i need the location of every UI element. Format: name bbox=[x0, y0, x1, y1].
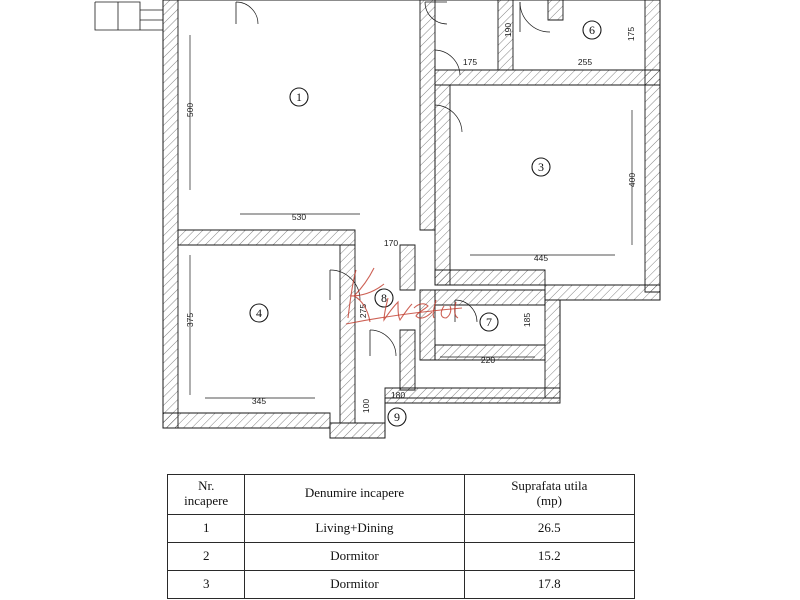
cell-name: Dormitor bbox=[245, 542, 464, 570]
column-header-nr-line2: incapere bbox=[184, 492, 229, 508]
room-number-3 bbox=[532, 158, 550, 176]
dimension-label: 500 bbox=[185, 102, 195, 118]
table-header-row bbox=[168, 475, 635, 515]
dimension-label: 180 bbox=[390, 390, 406, 400]
room-number-label: 7 bbox=[486, 315, 492, 329]
column-header-nr bbox=[168, 475, 245, 515]
cell-area: 26.5 bbox=[464, 514, 634, 542]
cell-name: Dormitor bbox=[245, 570, 464, 598]
dimension-label: 445 bbox=[533, 253, 549, 263]
dimension-label: 190 bbox=[503, 22, 513, 38]
column-header-area-line1: Suprafata utila bbox=[511, 478, 588, 493]
dimension-label: 175 bbox=[626, 26, 636, 42]
room-number-label: 3 bbox=[538, 160, 544, 174]
room-number-1 bbox=[290, 88, 308, 106]
cell-area: 15.2 bbox=[464, 542, 634, 570]
room-number-4 bbox=[250, 304, 268, 322]
dimension-label: 375 bbox=[185, 312, 195, 328]
dimension-label: 255 bbox=[577, 57, 593, 67]
dimension-label: 185 bbox=[522, 312, 532, 328]
room-number-8 bbox=[375, 289, 393, 307]
column-header-area bbox=[464, 475, 634, 515]
dimension-label: 345 bbox=[251, 396, 267, 406]
dimension-label: 530 bbox=[291, 212, 307, 222]
room-number-label: 1 bbox=[296, 90, 302, 104]
column-header-area-line2: (mp) bbox=[536, 492, 562, 508]
dimension-label: 220 bbox=[480, 355, 496, 365]
table-row bbox=[168, 570, 635, 598]
room-number-label: 9 bbox=[394, 410, 400, 424]
table-row bbox=[168, 542, 635, 570]
cell-name: Living+Dining bbox=[245, 514, 464, 542]
cell-nr: 2 bbox=[168, 542, 245, 570]
room-number-label: 8 bbox=[381, 291, 387, 305]
column-header-name: Denumire incapere bbox=[245, 475, 464, 515]
room-number-6 bbox=[583, 21, 601, 39]
dimension-label: 400 bbox=[627, 172, 637, 188]
dimension-label: 275 bbox=[358, 303, 368, 319]
cell-nr: 1 bbox=[168, 514, 245, 542]
room-number-7 bbox=[480, 313, 498, 331]
room-number-label: 4 bbox=[256, 306, 262, 320]
dimension-label: 100 bbox=[361, 398, 371, 414]
column-header-nr-line1: Nr. bbox=[198, 478, 215, 493]
room-number-label: 6 bbox=[589, 23, 595, 37]
dimension-label: 170 bbox=[383, 238, 399, 248]
cell-nr: 3 bbox=[168, 570, 245, 598]
table-row bbox=[168, 514, 635, 542]
room-schedule-table bbox=[167, 474, 635, 599]
cell-area: 17.8 bbox=[464, 570, 634, 598]
room-number-9 bbox=[388, 408, 406, 426]
dimension-label: 175 bbox=[462, 57, 478, 67]
balcony-outline bbox=[95, 2, 163, 30]
